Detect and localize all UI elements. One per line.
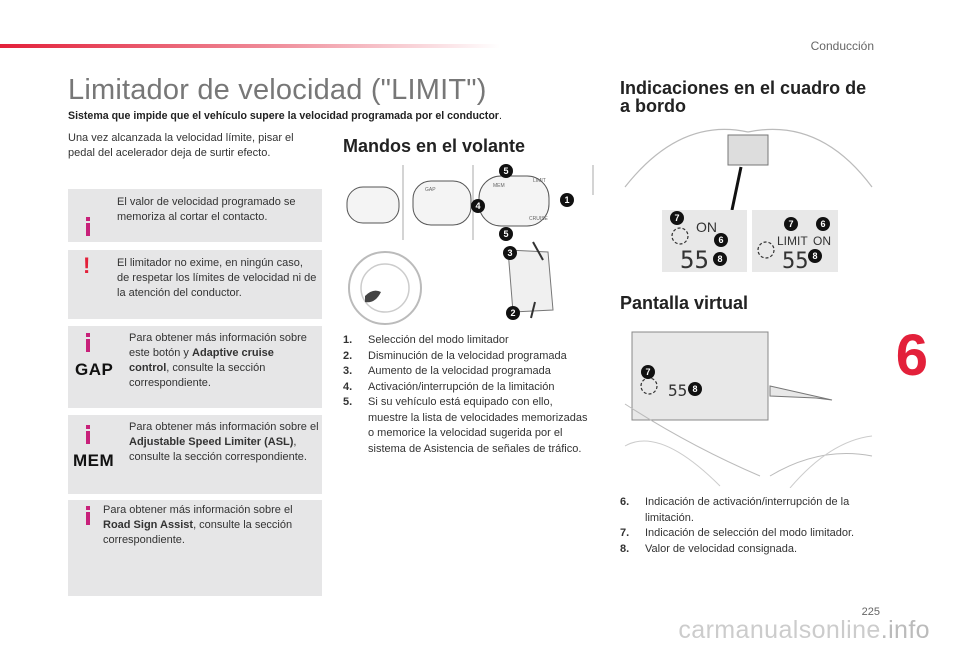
svg-text:8: 8: [692, 384, 698, 394]
svg-text:MEM: MEM: [493, 183, 505, 189]
list-item: 7. Indicación de selección del modo limitador.: [620, 527, 855, 539]
dashboard-heading: Indicaciones en el cuadro de a bordo: [620, 78, 867, 116]
svg-text:CRUISE: CRUISE: [529, 216, 548, 222]
note-text: El limitador no exime, en ningún caso, de respetar los límites de velocidad ni de la atención del conductor.: [117, 257, 317, 299]
steering-heading: Mandos en el volante: [343, 136, 526, 156]
svg-text:2: 2: [510, 308, 516, 318]
info-icon-bar: [86, 223, 90, 236]
svg-text:5: 5: [503, 229, 509, 239]
list-item: 1. Selección del modo limitador: [343, 334, 509, 346]
svg-text:4: 4: [475, 201, 481, 211]
svg-text:6: 6: [820, 219, 826, 229]
chapter-number: 6: [895, 323, 928, 388]
svg-text:ON: ON: [696, 219, 717, 235]
info-icon: [86, 217, 90, 221]
svg-text:55: 55: [782, 249, 809, 274]
section-title: Conducción: [810, 39, 874, 53]
list-item: 2. Disminución de la velocidad programada: [343, 349, 567, 362]
svg-text:LIMIT: LIMIT: [777, 234, 808, 248]
warning-icon: !: [83, 253, 91, 278]
note-text: Para obtener más información sobre este botón y Adaptive cruise control, consulte la sección correspondiente.: [129, 332, 307, 389]
stalk-middle: [413, 181, 471, 225]
svg-text:8: 8: [717, 254, 723, 264]
info-icon: [86, 333, 90, 337]
svg-text:GAP: GAP: [425, 187, 436, 193]
svg-text:6: 6: [718, 235, 724, 245]
watermark: carmanualsonline.info: [678, 616, 930, 644]
dashboard-illustration: [620, 112, 875, 274]
list-item: 5. Si su vehículo está equipado con ello, muestre la lista de velocidades memorizadas o memorice la velocidad sugerida por el sistema de Asistencia de señales de tráfico.: [343, 396, 588, 455]
list-item: 8. Valor de velocidad consignada.: [620, 542, 798, 555]
svg-text:55: 55: [668, 381, 688, 400]
gap-logo: GAP: [75, 360, 114, 379]
virtual-display-list: [620, 495, 880, 557]
list-item: 6. Indicación de activación/interrupción de la limitación.: [620, 496, 850, 524]
warning-box: [68, 250, 322, 319]
svg-text:3: 3: [507, 248, 513, 258]
intro-bold: Sistema que impide que el vehículo supere la velocidad programada por el conductor.: [68, 110, 502, 122]
svg-text:7: 7: [674, 213, 680, 223]
intro-text: Una vez alcanzada la velocidad límite, pisar el pedal del acelerador deja de surtir efecto.: [68, 132, 294, 159]
info-icon: [86, 425, 90, 429]
info-icon: [86, 506, 90, 510]
page-title: Limitador de velocidad ("LIMIT"): [68, 74, 487, 106]
note-text: El valor de velocidad programado se memoriza al cortar el contacto.: [117, 196, 296, 223]
svg-text:1: 1: [564, 195, 570, 205]
info-icon-bar: [86, 431, 90, 444]
note-text: Para obtener más información sobre el Adjustable Speed Limiter (ASL), consulte la sección correspondiente.: [129, 421, 319, 463]
info-box-gap: [68, 326, 322, 408]
svg-text:ON: ON: [813, 234, 831, 248]
info-box-mem: [68, 415, 322, 494]
stalk-left: [347, 187, 399, 223]
note-text: Para obtener más información sobre el Road Sign Assist, consulte la sección correspondiente.: [103, 504, 293, 546]
svg-text:55: 55: [680, 246, 709, 274]
svg-text:8: 8: [812, 251, 818, 261]
steering-list: [343, 333, 593, 457]
svg-text:LIMIT: LIMIT: [533, 178, 546, 184]
svg-text:5: 5: [503, 166, 509, 176]
info-icon-bar: [86, 512, 90, 525]
info-box-memory: [68, 189, 322, 242]
svg-text:7: 7: [645, 367, 651, 377]
info-icon-bar: [86, 339, 90, 352]
mem-logo: MEM: [73, 451, 115, 470]
list-item: 3. Aumento de la velocidad programada: [343, 365, 551, 377]
steering-controls-illustration: [343, 160, 595, 330]
svg-text:7: 7: [788, 219, 794, 229]
page-number: 225: [861, 606, 880, 618]
list-item: 4. Activación/interrupción de la limitación: [343, 380, 555, 393]
virtual-display-illustration: [620, 326, 875, 488]
header-accent-bar: [0, 44, 500, 48]
info-box-road-sign: [68, 500, 322, 596]
virtual-display-heading: Pantalla virtual: [620, 293, 749, 313]
